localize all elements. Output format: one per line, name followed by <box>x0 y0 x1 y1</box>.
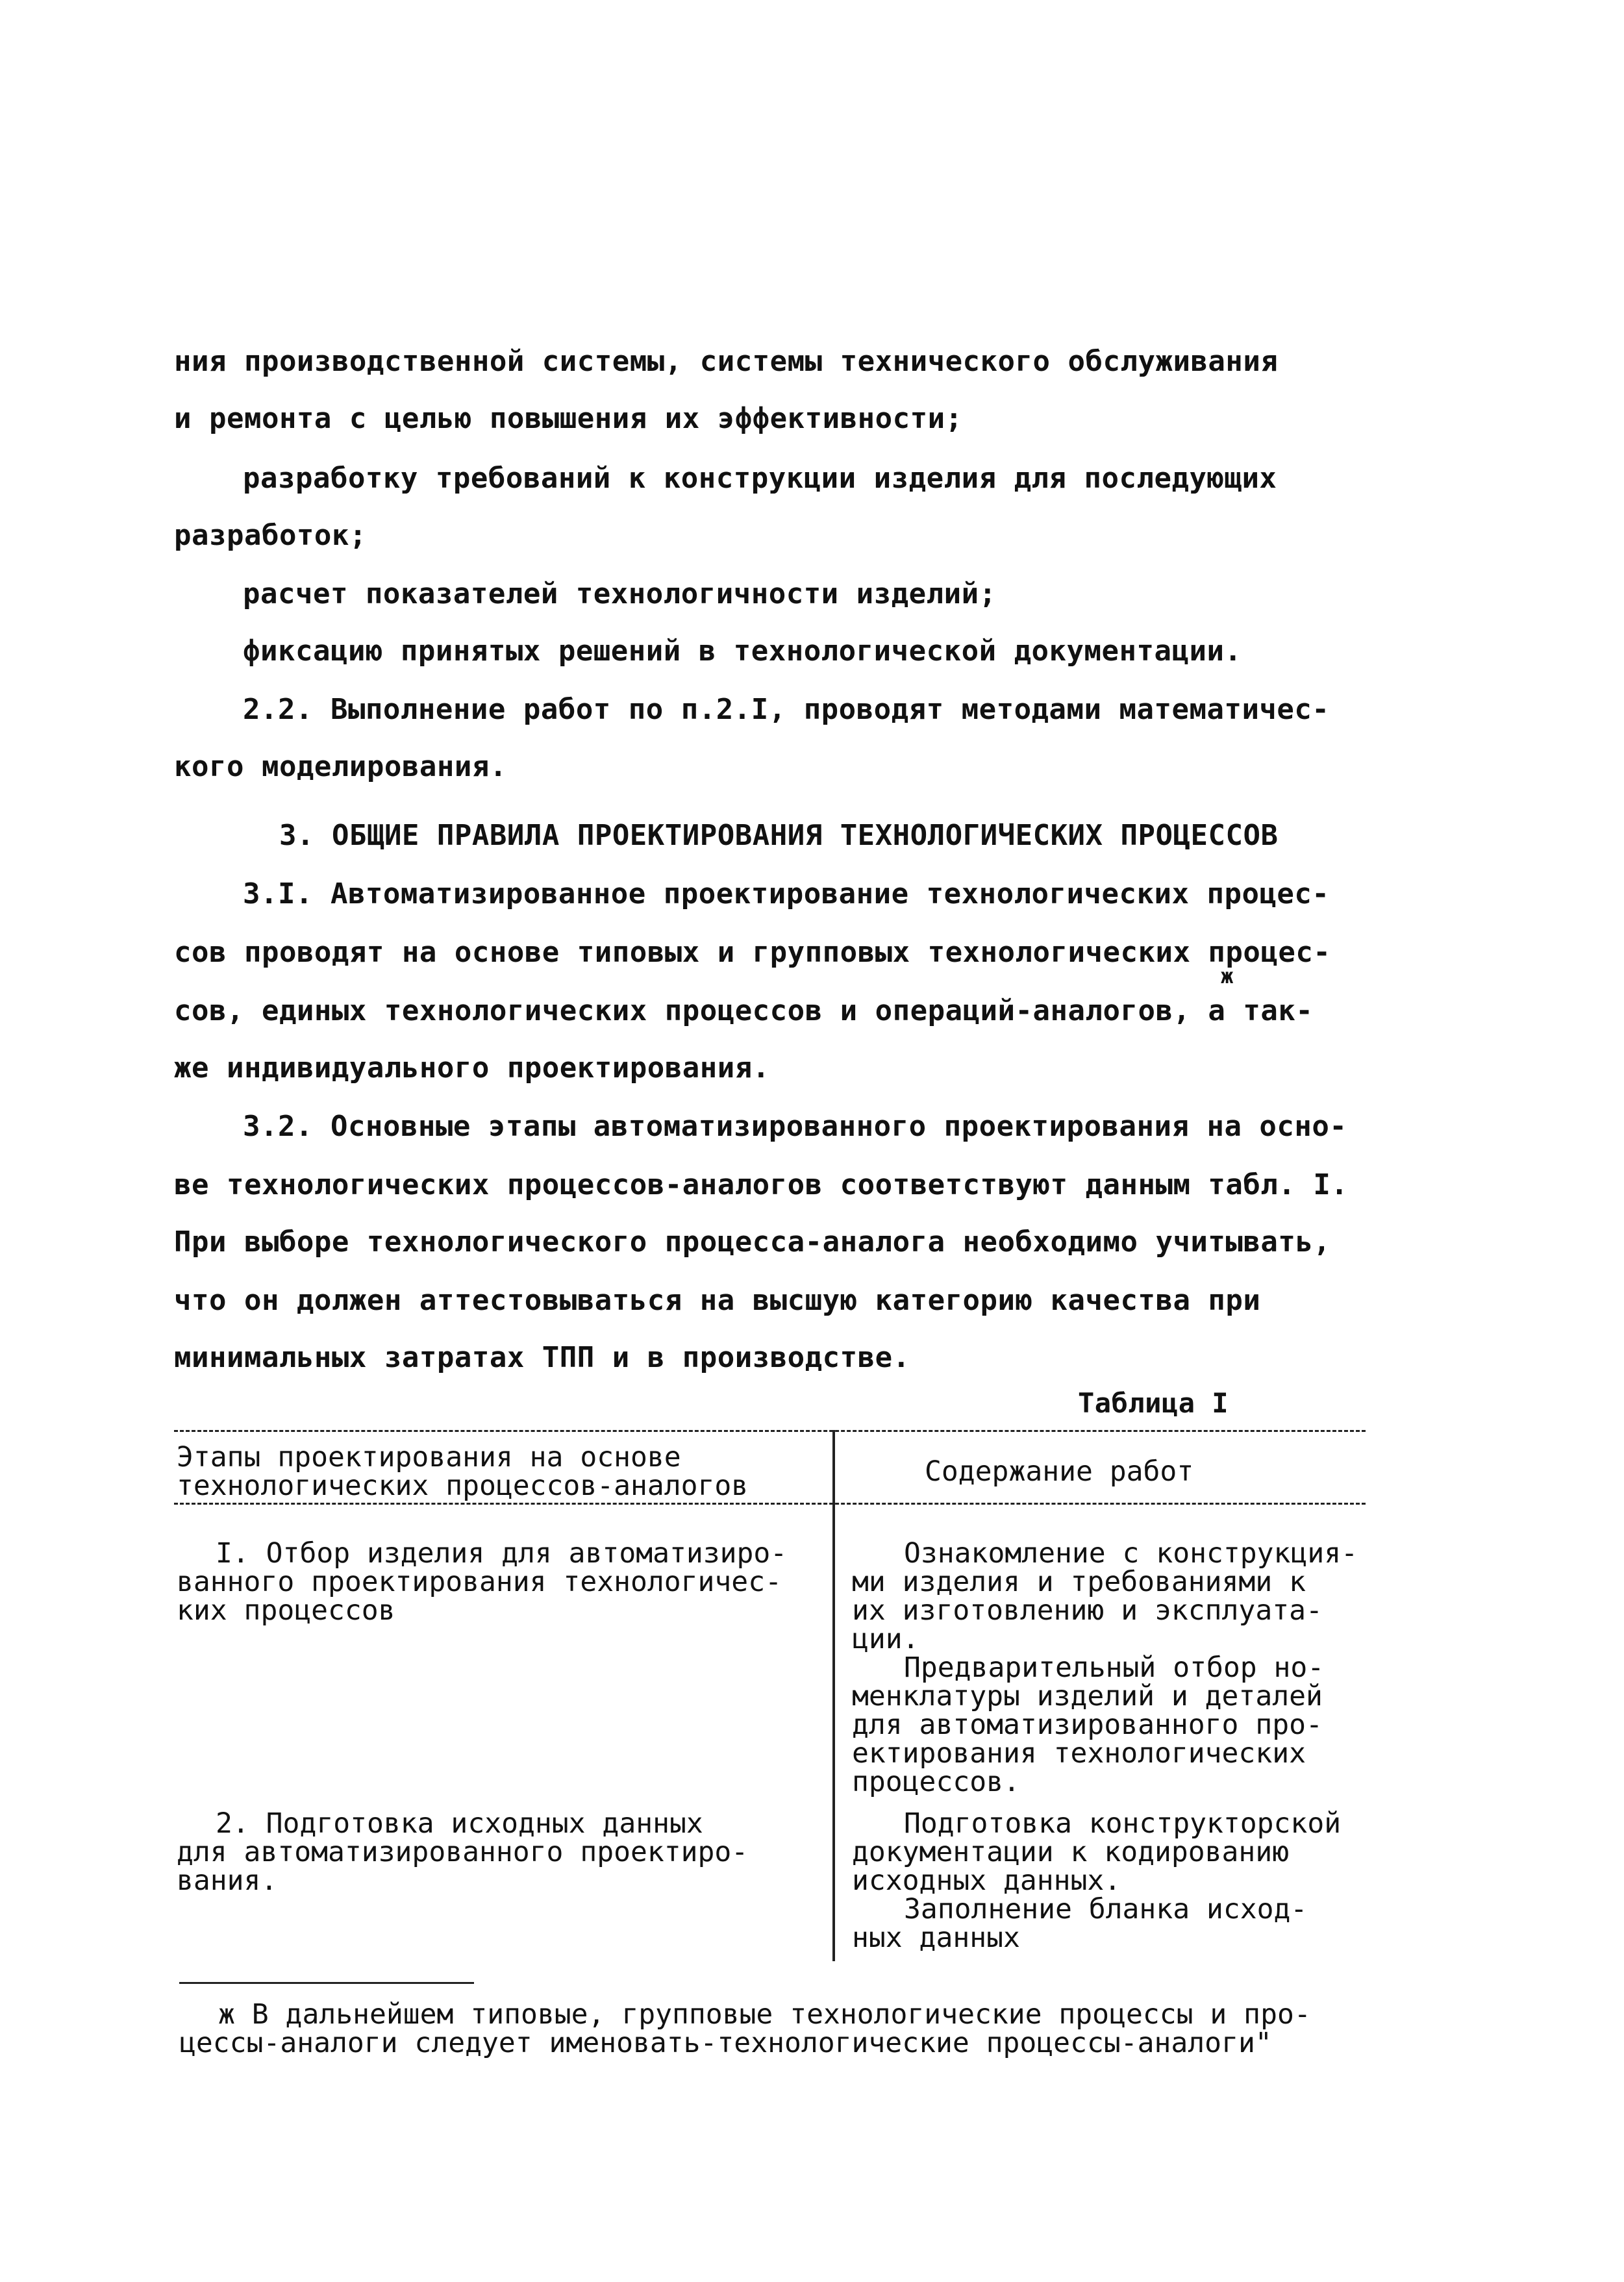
table-top-rule <box>174 1430 1366 1432</box>
section-line: ве технологических процессов-аналогов соответствуют данным табл. I. <box>174 1168 1349 1201</box>
body-line: расчет показателей технологичности изделий; <box>243 577 997 610</box>
table-row-1-content: ектирования технологических <box>852 1737 1306 1770</box>
section-line: что он должен аттестовываться на высшую категорию качества при <box>174 1284 1261 1317</box>
table-row-1-content: ции. <box>852 1623 919 1655</box>
table-header-rule <box>174 1503 1366 1505</box>
section-line: сов, единых технологических процессов и операций-аналогов, а так- <box>174 994 1314 1027</box>
table-row-2-content: исходных данных. <box>852 1864 1121 1897</box>
table-row-1-content: Предварительный отбор но- <box>904 1651 1325 1684</box>
table-row-1-content: их изготовлению и эксплуата- <box>852 1594 1323 1627</box>
body-line: разработку требований к конструкции изделия для последующих <box>243 462 1277 495</box>
footnote-marker: ж <box>1221 964 1234 988</box>
section-line: 3.2. Основные этапы автоматизированного проектирования на осно- <box>243 1110 1347 1143</box>
section-line: минимальных затратах ТПП и в производстве. <box>174 1341 910 1374</box>
section-heading: 3. ОБЩИЕ ПРАВИЛА ПРОЕКТИРОВАНИЯ ТЕХНОЛОГИЧЕСКИХ ПРОЦЕССОВ <box>279 819 1279 852</box>
footnote-separator <box>179 1982 474 1984</box>
table-row-1-stage: I. Отбор изделия для автоматизиро- <box>216 1537 788 1570</box>
body-line: фиксацию принятых решений в технологической документации. <box>243 634 1242 668</box>
table-row-1-content: процессов. <box>852 1766 1020 1798</box>
section-line: же индивидуального проектирования. <box>174 1051 770 1085</box>
table-header-content: Содержание работ <box>925 1455 1194 1488</box>
table-row-1-stage: ванного проектирования технологичес- <box>177 1566 782 1598</box>
body-line: 2.2. Выполнение работ по п.2.I, проводят методами математичес- <box>243 693 1330 726</box>
body-line: ния производственной системы, системы технического обслуживания <box>174 345 1279 378</box>
table-header-stage-line1: Этапы проектирования на основе <box>177 1441 681 1473</box>
body-line: разработок; <box>174 519 367 552</box>
table-row-1-content: ми изделия и требованиями к <box>852 1566 1306 1598</box>
section-line: При выборе технологического процесса-аналога необходимо учитывать, <box>174 1225 1331 1259</box>
table-row-2-stage: для автоматизированного проектиро- <box>177 1836 749 1868</box>
table-caption: Таблица I <box>1078 1387 1229 1419</box>
table-row-2-content: ных данных <box>852 1922 1020 1954</box>
table-row-1-content: для автоматизированного про- <box>852 1709 1323 1741</box>
table-row-2-stage: 2. Подготовка исходных данных <box>216 1807 703 1840</box>
section-line: сов проводят на основе типовых и групповых технологических процес- <box>174 936 1331 969</box>
body-line: кого моделирования. <box>174 750 507 783</box>
section-line: 3.I. Автоматизированное проектирование технологических процес- <box>243 877 1330 910</box>
table-row-2-content: Заполнение бланка исход- <box>904 1893 1308 1925</box>
table-row-1-content: менклатуры изделий и деталей <box>852 1680 1323 1712</box>
table-row-1-content: Ознакомление с конструкция- <box>904 1537 1358 1570</box>
table-row-2-content: Подготовка конструкторской <box>904 1807 1342 1840</box>
footnote-line: ж В дальнейшем типовые, групповые технологические процессы и про- <box>218 1998 1311 2031</box>
footnote-line: цессы-аналоги следует именовать-технологические процессы-аналоги" <box>179 2027 1272 2059</box>
table-header-stage-line2: технологических процессов-аналогов <box>177 1470 749 1502</box>
table-row-2-stage: вания. <box>177 1864 278 1897</box>
body-line: и ремонта с целью повышения их эффективности; <box>174 402 963 435</box>
table-row-1-stage: ких процессов <box>177 1594 395 1627</box>
table-row-2-content: документации к кодированию <box>852 1836 1290 1868</box>
table-column-divider <box>832 1430 835 1961</box>
